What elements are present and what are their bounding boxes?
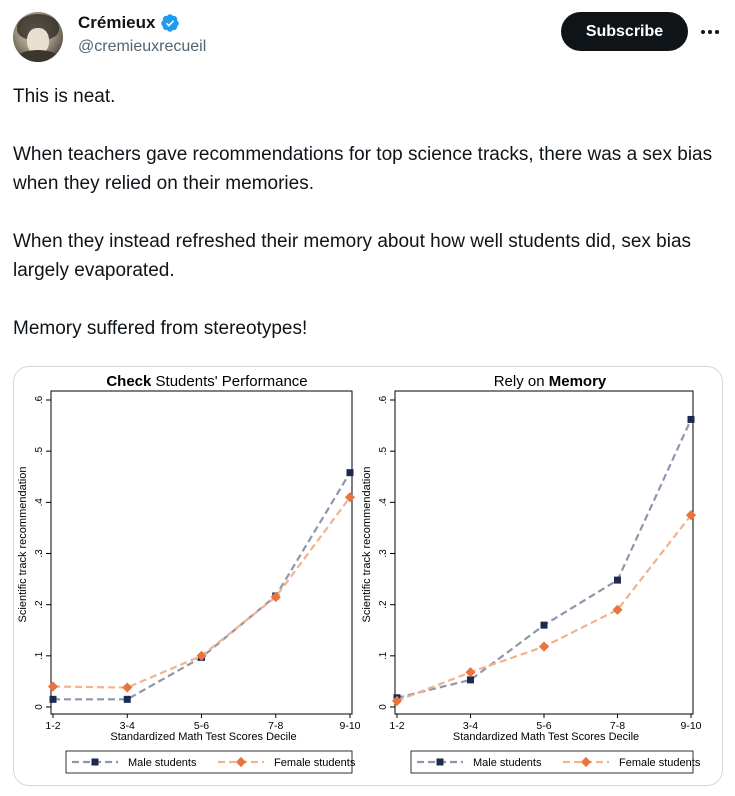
verified-badge-icon [160,13,180,33]
chart-figure [14,367,722,785]
tweet-paragraph: When they instead refreshed their memory about how well students did, sex bias largely evaporated. [13,231,692,281]
y-tick-label: .1 [378,651,389,661]
x-tick-label: 1-2 [45,720,61,732]
x-tick-label: 7-8 [609,720,626,732]
more-dot [708,30,712,34]
author-handle[interactable]: @cremieuxrecueil [78,38,207,55]
chart-title-bold: Check [106,373,152,390]
tweet-text [13,82,723,343]
data-point-male [50,696,57,703]
y-tick-label: 0 [378,704,389,710]
data-point-male [467,676,474,683]
tweet-paragraph: Memory suffered from stereotypes! [13,318,308,339]
chart-panel-2 [361,373,702,773]
x-tick-label: 1-2 [389,720,405,732]
legend-label-female: Female students [619,757,701,769]
chart-title-text: Rely on [493,373,549,390]
chart-title [494,373,607,390]
plot-area [51,391,352,714]
x-tick-label: 9-10 [680,720,702,732]
data-point-male [614,577,621,584]
legend-marker-male [437,759,444,766]
data-point-male [541,622,548,629]
chart-panel-1 [17,373,361,773]
more-dot [715,30,719,34]
data-point-male [347,469,354,476]
tweet-media-image[interactable] [13,366,723,786]
more-options-icon[interactable] [697,20,723,44]
subscribe-button[interactable]: Subscribe [561,12,688,51]
y-tick-label: .5 [34,446,45,456]
legend-label-male: Male students [128,757,197,769]
x-tick-label: 7-8 [268,720,284,732]
chart-legend [411,751,701,773]
chart-legend [66,751,356,773]
y-tick-label: .2 [378,600,389,609]
legend-label-male: Male students [473,757,542,769]
data-point-male [124,696,131,703]
y-tick-label: .1 [34,651,45,661]
chart-title [106,373,307,390]
chart-title-bold: Memory [548,373,607,390]
plot-area [395,391,693,714]
x-tick-label: 3-4 [119,720,135,732]
x-tick-label: 3-4 [462,720,479,732]
legend-marker-male [92,759,99,766]
x-axis-label: Standardized Math Test Scores Decile [452,731,640,743]
data-point-male [688,416,695,423]
y-tick-label: .6 [34,395,45,405]
y-tick-label: .4 [378,498,389,507]
avatar-body [15,50,61,62]
y-tick-label: .5 [378,446,389,456]
avatar[interactable] [13,12,63,62]
chart-title-text: Students' Performance [151,373,308,390]
y-tick-label: .3 [34,549,45,558]
x-tick-label: 9-10 [339,720,361,732]
x-tick-label: 5-6 [193,720,210,732]
legend-label-female: Female students [274,757,356,769]
tweet-paragraph: This is neat. [13,86,116,107]
y-tick-label: .6 [378,395,389,405]
y-tick-label: .2 [34,600,45,609]
author-display-name[interactable]: Crémieux [78,13,156,32]
x-tick-label: 5-6 [536,720,552,732]
author-name-row[interactable] [78,13,180,33]
y-axis-label: Scientific track recommendation [17,466,29,623]
more-dot [701,30,705,34]
y-tick-label: .3 [378,549,389,558]
x-axis-label: Standardized Math Test Scores Decile [110,731,297,743]
y-axis-label: Scientific track recommendation [361,466,373,623]
y-tick-label: .4 [34,498,45,507]
y-tick-label: 0 [34,704,45,710]
tweet-paragraph: When teachers gave recommendations for top science tracks, there was a sex bias when they relied on their memories. [13,144,713,194]
